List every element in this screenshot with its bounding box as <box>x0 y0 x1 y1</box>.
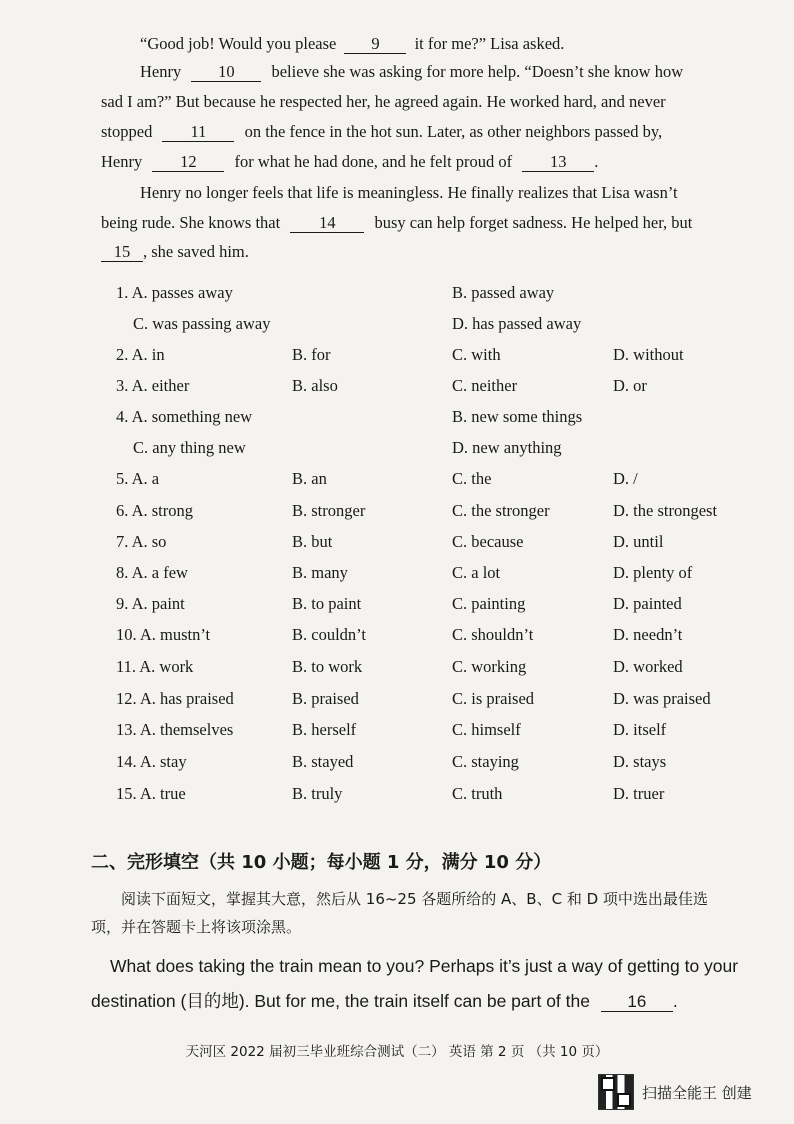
passage2-line <box>91 988 678 1013</box>
blank-11: 11 <box>162 123 234 142</box>
option-a[interactable] <box>116 784 186 804</box>
option-a[interactable] <box>116 689 234 709</box>
option-c[interactable]: D. new anything <box>452 438 562 457</box>
section-title: 二、完形填空（共 10 小题；每小题 1 分，满分 10 分） <box>91 852 552 873</box>
option-d[interactable]: D. plenty of <box>613 563 693 582</box>
option-text: A. work <box>139 657 194 676</box>
question-number: 15. <box>116 784 137 803</box>
option-row <box>116 689 756 720</box>
passage-line <box>140 183 678 203</box>
question-number: 10. <box>116 625 137 644</box>
option-a[interactable] <box>116 657 193 677</box>
section-instruction: 阅读下面短文，掌握其大意，然后从 16~25 各题所给的 A、B、C 和 D 项中选出最佳选 <box>121 890 708 908</box>
option-c[interactable]: B. new some things <box>452 407 583 426</box>
passage-line <box>101 92 666 112</box>
passage-text: What does taking the train mean to you? Perhaps it’s just a way of getting to your <box>110 956 739 976</box>
option-b[interactable]: B. couldn’t <box>292 625 366 644</box>
passage-text: busy can help forget sadness. He helped her, but <box>374 213 693 232</box>
option-a[interactable] <box>116 345 165 365</box>
passage-line <box>101 122 662 142</box>
option-b[interactable]: B. to paint <box>292 594 362 613</box>
passage-text: Henry <box>140 62 182 81</box>
passage-text: . <box>594 152 599 171</box>
option-a[interactable] <box>116 501 193 521</box>
question-number: 1. <box>116 283 129 302</box>
question-number: 3. <box>116 376 129 395</box>
passage-text: sad I am?” But because he respected her, he agreed again. He worked hard, and never <box>101 92 666 111</box>
option-c[interactable]: C. because <box>452 532 524 551</box>
passage-text: . <box>672 991 678 1011</box>
question-number: 11. <box>116 657 137 676</box>
option-c[interactable]: C. staying <box>452 752 519 771</box>
option-text: A. stay <box>139 752 187 771</box>
option-row <box>116 657 756 688</box>
question-number: 2. <box>116 345 129 364</box>
option-b[interactable]: B. for <box>292 345 331 364</box>
option-a[interactable] <box>116 752 187 772</box>
option-a[interactable] <box>116 376 189 396</box>
option-row <box>116 720 756 751</box>
option-text: C. any thing new <box>133 438 246 457</box>
blank-16: 16 <box>601 993 673 1012</box>
option-b[interactable]: B. but <box>292 532 333 551</box>
option-b[interactable]: B. to work <box>292 657 363 676</box>
option-c[interactable]: C. is praised <box>452 689 535 708</box>
option-row <box>116 625 756 656</box>
passage-text: being rude. She knows that <box>101 213 281 232</box>
option-b[interactable]: B. praised <box>292 689 359 708</box>
passage-text: Henry <box>101 152 143 171</box>
option-row <box>116 314 756 345</box>
option-text: A. a few <box>131 563 188 582</box>
option-row <box>116 784 756 815</box>
blank-13: 13 <box>522 153 594 172</box>
option-c[interactable]: C. shouldn’t <box>452 625 534 644</box>
option-row <box>116 345 756 376</box>
option-c[interactable]: C. working <box>452 657 527 676</box>
passage-text: believe she was asking for more help. “Doesn’t she know how <box>271 62 684 81</box>
question-number: 8. <box>116 563 129 582</box>
option-text: A. themselves <box>139 720 234 739</box>
blank-12: 12 <box>152 153 224 172</box>
option-d[interactable]: D. stays <box>613 752 667 771</box>
option-row <box>116 376 756 407</box>
option-a[interactable] <box>116 469 159 489</box>
option-text: A. passes away <box>131 283 233 302</box>
blank-15: 15 <box>101 243 143 262</box>
blank-14: 14 <box>290 214 364 233</box>
section-instruction: 项，并在答题卡上将该项涂黑。 <box>91 918 302 936</box>
option-d[interactable]: D. truer <box>613 784 665 803</box>
option-a[interactable] <box>116 625 210 645</box>
option-d[interactable]: D. / <box>613 469 638 488</box>
option-text: A. either <box>131 376 190 395</box>
passage-text: “Good job! Would you please <box>140 34 337 53</box>
passage-text: it for me?” Lisa asked. <box>414 34 565 53</box>
option-text: A. something new <box>131 407 253 426</box>
page-footer: 天河区 2022 届初三毕业班综合测试（二） 英语 第 2 页 （共 10 页） <box>185 1044 609 1060</box>
option-c[interactable]: D. has passed away <box>452 314 582 333</box>
question-number: 14. <box>116 752 137 771</box>
option-row <box>116 501 756 532</box>
question-number: 6. <box>116 501 129 520</box>
passage-line <box>101 242 249 262</box>
option-c[interactable]: C. truth <box>452 784 503 803</box>
option-d[interactable]: D. or <box>613 376 647 395</box>
option-d[interactable]: D. painted <box>613 594 682 613</box>
option-b[interactable]: B. many <box>292 563 348 582</box>
passage-line <box>101 213 692 233</box>
option-d[interactable]: D. the strongest <box>613 501 718 520</box>
passage2-line <box>110 956 738 977</box>
option-c[interactable]: C. neither <box>452 376 518 395</box>
option-d[interactable]: D. worked <box>613 657 683 676</box>
passage-text: destination (目的地). But for me, the train itself can be part of the <box>91 991 590 1011</box>
option-c[interactable]: B. passed away <box>452 283 555 302</box>
option-b[interactable]: B. herself <box>292 720 357 739</box>
passage-text: , she saved him. <box>143 242 249 261</box>
option-a[interactable] <box>116 532 166 552</box>
option-a[interactable] <box>116 407 252 427</box>
passage-text: on the fence in the hot sun. Later, as other neighbors passed by, <box>244 122 663 141</box>
question-number: 5. <box>116 469 129 488</box>
question-number: 7. <box>116 532 129 551</box>
option-a[interactable] <box>133 314 270 334</box>
option-c[interactable]: C. the stronger <box>452 501 550 520</box>
question-number: 13. <box>116 720 137 739</box>
option-a[interactable] <box>116 594 185 614</box>
option-b[interactable]: B. also <box>292 376 338 395</box>
option-text: A. so <box>131 532 167 551</box>
passage-line <box>140 62 683 82</box>
option-row <box>116 752 756 783</box>
option-row <box>116 563 756 594</box>
passage-line <box>140 34 564 54</box>
option-row <box>116 532 756 563</box>
question-number: 12. <box>116 689 137 708</box>
scanner-watermark <box>598 1075 752 1109</box>
qr-code-icon <box>598 1074 634 1110</box>
option-b[interactable]: B. stronger <box>292 501 366 520</box>
option-row <box>116 594 756 625</box>
option-text: A. strong <box>131 501 194 520</box>
question-number: 4. <box>116 407 129 426</box>
option-a[interactable] <box>116 283 233 303</box>
option-text: A. mustn’t <box>139 625 211 644</box>
option-d[interactable]: D. without <box>613 345 684 364</box>
blank-10: 10 <box>191 63 261 82</box>
option-text: A. a <box>131 469 160 488</box>
option-c[interactable]: C. the <box>452 469 492 488</box>
option-c[interactable]: C. painting <box>452 594 526 613</box>
option-a[interactable] <box>133 438 246 458</box>
option-row <box>116 469 756 500</box>
passage-text: for what he had done, and he felt proud of <box>234 152 513 171</box>
option-c[interactable]: C. a lot <box>452 563 501 582</box>
watermark-text: 扫描全能王 创建 <box>642 1083 752 1102</box>
option-row <box>116 407 756 438</box>
passage-line <box>101 152 598 172</box>
passage-text: stopped <box>101 122 153 141</box>
option-c[interactable]: C. himself <box>452 720 521 739</box>
option-a[interactable] <box>116 563 188 583</box>
option-text: A. true <box>139 784 186 803</box>
option-row <box>116 438 756 469</box>
question-number: 9. <box>116 594 129 613</box>
option-c[interactable]: C. with <box>452 345 501 364</box>
passage-text: Henry no longer feels that life is meaningless. He finally realizes that Lisa wasn’t <box>140 183 678 202</box>
blank-9: 9 <box>344 35 406 54</box>
option-d[interactable]: D. until <box>613 532 664 551</box>
option-text: A. in <box>131 345 165 364</box>
option-a[interactable] <box>116 720 233 740</box>
option-row <box>116 283 756 314</box>
option-text: A. has praised <box>139 689 234 708</box>
option-d[interactable]: D. itself <box>613 720 667 739</box>
option-b[interactable]: B. truly <box>292 784 343 803</box>
option-b[interactable]: B. an <box>292 469 327 488</box>
option-b[interactable]: B. stayed <box>292 752 354 771</box>
option-text: C. was passing away <box>133 314 271 333</box>
option-d[interactable]: D. needn’t <box>613 625 683 644</box>
option-text: A. paint <box>131 594 185 613</box>
option-d[interactable]: D. was praised <box>613 689 711 708</box>
